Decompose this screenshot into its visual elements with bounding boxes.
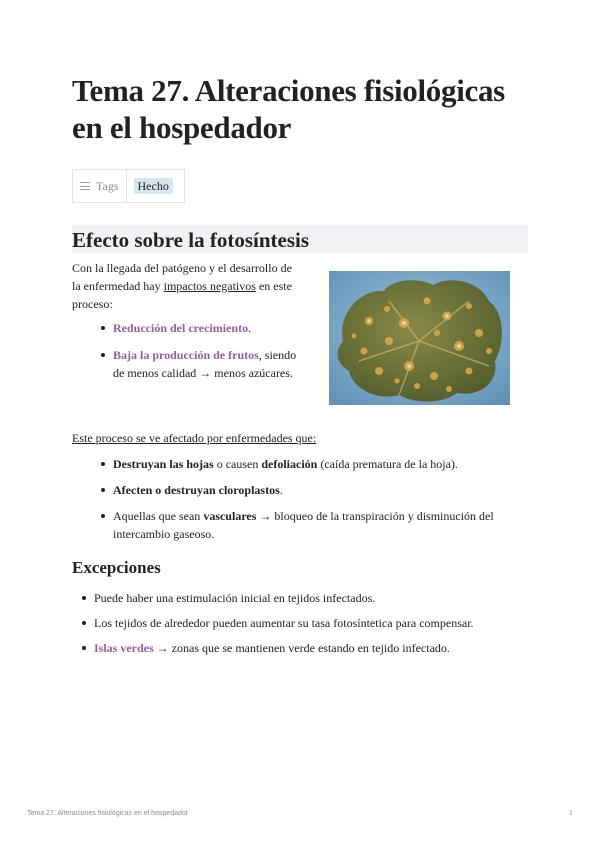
- list-item: [94, 639, 524, 657]
- tags-property-key: [73, 170, 127, 202]
- bullet-bold: Reducción del crecimiento: [113, 321, 249, 335]
- footer-title: Tema 27. Alteraciones fisiológicas en el hospedador: [27, 810, 189, 817]
- list-item: [113, 346, 303, 382]
- list-item: [94, 614, 524, 632]
- list-item: [94, 589, 524, 607]
- tags-property-value: [127, 179, 184, 194]
- intro-paragraph: [72, 259, 294, 313]
- excepciones-list: [94, 589, 524, 657]
- item-text: .: [279, 483, 283, 497]
- bullet-bold: Baja la producción de frutos: [113, 348, 259, 362]
- intro-text-post: en este proceso:: [72, 279, 292, 311]
- list-item: [113, 507, 513, 543]
- item-text: → bloqueo de la transpiración y disminución del intercambio gaseoso.: [113, 509, 494, 541]
- bullet-text: , siendo de menos calidad → menos azúcares.: [113, 348, 297, 380]
- properties-table: [72, 169, 185, 203]
- section-heading-excepciones: Excepciones: [72, 558, 161, 577]
- bullet-text: .: [248, 321, 252, 335]
- tag-badge[interactable]: Hecho: [134, 178, 173, 194]
- diseased-leaf-image: [329, 271, 510, 405]
- list-item: [113, 481, 513, 499]
- fotosintesis-list: [113, 319, 303, 382]
- tags-label: Tags: [96, 178, 119, 193]
- item-text: (caída prematura de la hoja).: [317, 457, 458, 471]
- page-number: 1: [569, 810, 573, 817]
- list-icon: [80, 182, 90, 190]
- item-text: Los tejidos de alrededor pueden aumentar su tasa fotosíntetica para compensar.: [94, 616, 474, 630]
- item-bold: defoliación: [261, 457, 318, 471]
- item-text: Aquellas que sean: [113, 509, 204, 523]
- islas-verdes-bold: Islas verdes: [94, 641, 154, 655]
- item-bold: Afecten o destruyan cloroplastos: [113, 483, 280, 497]
- impactos-negativos-link: impactos negativos: [163, 279, 256, 293]
- item-bold: vasculares: [203, 509, 257, 523]
- affected-intro: Este proceso se ve afectado por enfermedades que:: [72, 431, 317, 445]
- section-heading-fotosintesis: Efecto sobre la fotosíntesis: [72, 225, 528, 253]
- item-text: → zonas que se mantienen verde estando en tejido infectado.: [153, 641, 450, 655]
- intro-text-pre: Con la llegada del patógeno y el desarrollo de la enfermedad hay: [72, 261, 292, 293]
- page-title: Tema 27. Alteraciones fisiológicas en el hospedador: [72, 73, 505, 145]
- affected-list: [113, 455, 513, 543]
- list-item: [113, 319, 303, 337]
- list-item: [113, 455, 513, 473]
- item-bold: Destruyan las hojas: [113, 457, 214, 471]
- item-text: o causen: [213, 457, 262, 471]
- item-text: Puede haber una estimulación inicial en tejidos infectados.: [94, 591, 376, 605]
